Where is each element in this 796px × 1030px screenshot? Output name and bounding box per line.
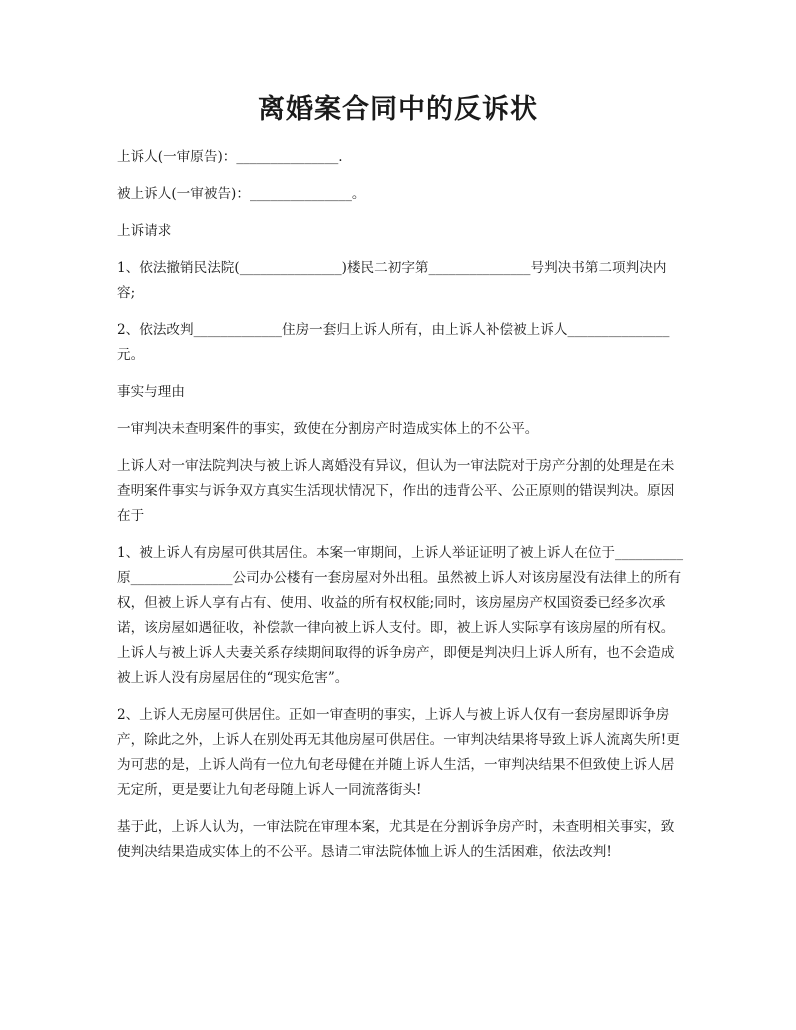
paragraph-summary: 一审判决未查明案件的事实，致使在分割房产时造成实体上的不公平。 (117, 421, 539, 437)
heading-appeal-request: 上诉请求 (117, 223, 172, 239)
heading-facts-and-reasons: 事实与理由 (117, 384, 185, 400)
paragraph-request-2: 2、依法改判_____________住房一套归上诉人所有，由上诉人补偿被上诉人_______________元。 (117, 322, 670, 363)
paragraph-intro: 上诉人对一审法院判决与被上诉人离婚没有异议，但认为一审法院对于房产分割的处理是在未查明案件事实与诉争双方真实生活现状情况下，作出的违背公平、公正原则的错误判决。原因在于 (117, 458, 675, 524)
document-title: 离婚案合同中的反诉状 (258, 94, 538, 125)
document-body (117, 145, 683, 877)
paragraph-conclusion: 基于此，上诉人认为，一审法院在审理本案，尤其是在分割诉争房产时，未查明相关事实，致使判决结果造成实体上的不公平。恳请二审法院体恤上诉人的生活困难，依法改判! (117, 819, 675, 860)
paragraph-reason-2: 2、上诉人无房屋可供居住。正如一审查明的事实，上诉人与被上诉人仅有一套房屋即诉争房产，除此之外，上诉人在别处再无其他房屋可供居住。一审判决结果将导致上诉人流离失所!更为可悲的是，上诉人尚有一位九旬老母健在并随上诉人生活，一审判决结果不但致使上诉人居无定所，更是要让九旬老母随上诉人一同流落街头! (117, 707, 680, 798)
paragraph-request-1: 1、依法撤销民法院(_______________)楼民二初字第_______________号判决书第二项判决内容; (117, 260, 667, 301)
paragraph-reason-1: 1、被上诉人有房屋可供其居住。本案一审期间，上诉人举证证明了被上诉人在位于__________原_______________公司办公楼有一套房屋对外出租。虽然被上诉人对该房屋没有法律上的所有权，但被上诉人享有占有、使用、收益的所有权权能;同时，该房屋房产权国资委已经多次承诺，该房屋如遇征收，补偿款一律向被上诉人支付。即，被上诉人实际享有该房屋的所有权。上诉人与被上诉人夫妻关系存续期间取得的诉争房产，即便是判决归上诉人所有，也不会造成被上诉人没有房屋居住的“现实危害”。 (117, 545, 683, 686)
paragraph-appellee: 被上诉人(一审被告)：_______________。 (117, 186, 366, 202)
paragraph-appellant: 上诉人(一审原告)：_______________. (117, 149, 343, 165)
